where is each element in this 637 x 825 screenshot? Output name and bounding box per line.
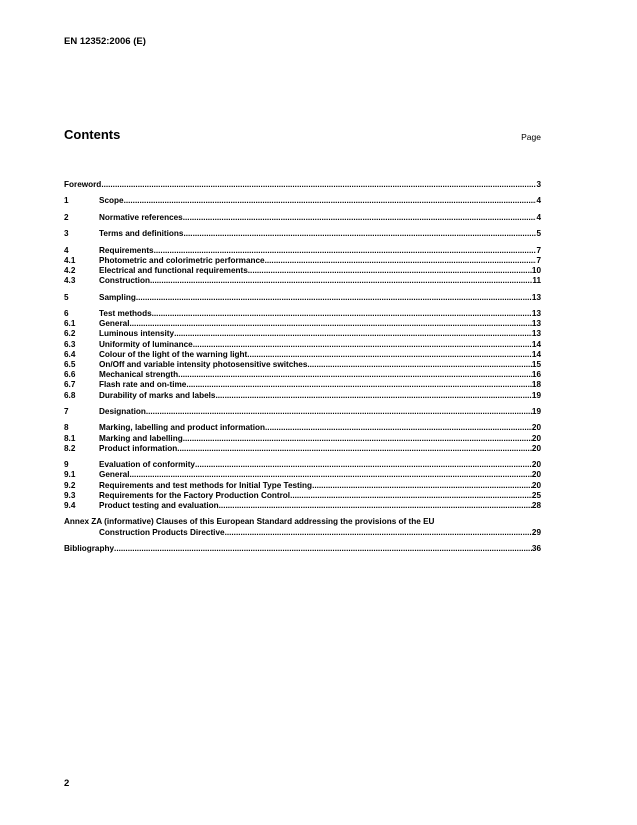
toc-entry-number: 4 — [64, 245, 69, 255]
toc-entry-page: 7 — [536, 245, 541, 255]
dot-leader — [177, 444, 532, 454]
toc-entry-title: Scope — [99, 196, 124, 206]
toc-entry-page: 13 — [531, 329, 541, 339]
dot-leader — [247, 350, 532, 360]
toc-entry-page: 4 — [536, 196, 541, 206]
toc-entry-number: 9.2 — [64, 480, 76, 490]
dot-leader — [195, 460, 532, 470]
dot-leader — [152, 309, 532, 319]
toc-entry-title: General — [99, 470, 130, 480]
dot-leader — [114, 544, 532, 554]
dot-leader — [183, 213, 537, 223]
toc-entry-page: 20 — [531, 480, 541, 490]
toc-entry[interactable] — [64, 380, 541, 390]
toc-entry[interactable] — [64, 370, 541, 380]
toc-entry-title: Foreword — [64, 180, 102, 189]
toc-entry-foreword[interactable] — [64, 180, 541, 190]
toc-entry-title: Marking and labelling — [99, 433, 183, 443]
toc-entry[interactable] — [64, 340, 541, 350]
dot-leader — [130, 319, 532, 329]
toc-entry-page: 3 — [536, 180, 541, 189]
dot-leader — [183, 229, 536, 239]
toc-entry-page: 20 — [531, 460, 541, 470]
toc-entry[interactable] — [64, 407, 541, 417]
dot-leader — [225, 528, 532, 538]
document-id: EN 12352:2006 (E) — [64, 36, 146, 47]
dot-leader — [178, 370, 532, 380]
toc-entry-title: On/Off and variable intensity photosensitive switches — [99, 359, 308, 369]
toc-entry[interactable] — [64, 501, 541, 511]
toc-entry[interactable] — [64, 481, 541, 491]
page-column-label: Page — [521, 132, 541, 142]
toc-entry-page: 16 — [531, 370, 541, 380]
toc-entry[interactable] — [64, 266, 541, 276]
toc-entry-title: Terms and definitions — [99, 229, 184, 239]
toc-entry[interactable] — [64, 229, 541, 239]
dot-leader — [219, 501, 532, 511]
toc-entry-bibliography[interactable] — [64, 544, 541, 554]
dot-leader — [265, 256, 537, 266]
toc-entry-number: 4.1 — [64, 255, 76, 265]
toc-entry[interactable] — [64, 444, 541, 454]
toc-entry-page: 14 — [531, 349, 541, 359]
toc-entry[interactable] — [64, 246, 541, 256]
toc-entry-page: 13 — [531, 292, 541, 302]
toc-entry-title: Construction — [99, 276, 150, 286]
toc-entry-page: 19 — [531, 390, 541, 400]
toc-entry[interactable] — [64, 391, 541, 401]
toc-entry-page: 20 — [531, 433, 541, 443]
toc-entry-page: 13 — [531, 308, 541, 318]
toc-entry-page: 13 — [531, 319, 541, 329]
toc-entry-title: Photometric and colorimetric performance — [99, 255, 265, 265]
toc-entry[interactable] — [64, 319, 541, 329]
toc-entry-title: Normative references — [99, 212, 183, 222]
toc-entry[interactable] — [64, 329, 541, 339]
toc-entry-number: 5 — [64, 292, 69, 302]
toc-entry-number: 9.1 — [64, 470, 76, 480]
toc-entry-number: 6.2 — [64, 329, 76, 339]
toc-entry-title: Durability of marks and labels — [99, 390, 216, 400]
toc-entry-number: 4.2 — [64, 265, 76, 275]
toc-entry-number: 8.1 — [64, 433, 76, 443]
toc-entry-title: Product testing and evaluation — [99, 500, 219, 510]
annex-title-line2: Construction Products Directive — [99, 527, 225, 537]
toc-entry-number: 1 — [64, 196, 69, 206]
toc-entry-page: 11 — [532, 276, 541, 286]
dot-leader — [312, 481, 532, 491]
toc-entry-number: 4.3 — [64, 276, 76, 286]
dot-leader — [186, 380, 532, 390]
toc-entry[interactable] — [64, 293, 541, 303]
toc-entry-title: Requirements for the Factory Production Control — [99, 490, 291, 500]
toc-entry-page: 14 — [531, 339, 541, 349]
dot-leader — [215, 391, 531, 401]
dot-leader — [248, 266, 532, 276]
toc-entry-title: Uniformity of luminance — [99, 339, 193, 349]
toc-entry-number: 9.3 — [64, 490, 76, 500]
toc-entry-title: Colour of the light of the warning light — [99, 349, 248, 359]
toc-entry-number: 6.6 — [64, 370, 76, 380]
toc-entry-title: Electrical and functional requirements — [99, 265, 248, 275]
toc-entry[interactable] — [64, 460, 541, 470]
dot-leader — [124, 196, 537, 206]
toc-entry[interactable] — [64, 434, 541, 444]
toc-entry-title: Requirements and test methods for Initial Type Testing — [99, 480, 313, 490]
toc-entry[interactable] — [64, 491, 541, 501]
toc-entry-title: Flash rate and on-time — [99, 380, 187, 390]
toc-entry[interactable] — [64, 309, 541, 319]
toc-entry-title: Designation — [99, 406, 146, 416]
toc-entry-number: 9 — [64, 460, 69, 470]
toc-entry-page: 28 — [531, 500, 541, 510]
toc-entry-number: 6.8 — [64, 390, 76, 400]
toc-entry-title: Luminous intensity — [99, 329, 175, 339]
toc-entry-page: 20 — [531, 470, 541, 480]
dot-leader — [101, 180, 536, 190]
toc-entry-page: 7 — [536, 255, 541, 265]
annex-title-line1: Annex ZA (informative) Clauses of this European Standard addressing the provisions of the EU — [64, 517, 435, 527]
toc-entry-page: 4 — [536, 212, 541, 222]
toc-entry-page: 18 — [531, 380, 541, 390]
toc-entry-number: 6.7 — [64, 380, 76, 390]
toc-entry-number: 3 — [64, 229, 69, 239]
toc-entry[interactable] — [64, 196, 541, 206]
toc-entry-number: 6 — [64, 308, 69, 318]
dot-leader — [136, 293, 532, 303]
toc-entry[interactable] — [64, 276, 541, 286]
table-of-contents — [64, 180, 541, 554]
toc-entry-title: Marking, labelling and product information — [99, 423, 266, 433]
toc-entry[interactable] — [64, 213, 541, 223]
toc-entry-title: Bibliography — [64, 543, 115, 553]
dot-leader — [146, 407, 532, 417]
toc-entry-title: Evaluation of conformity — [99, 460, 195, 470]
toc-entry-page: 20 — [531, 443, 541, 453]
toc-entry-title: Requirements — [99, 245, 154, 255]
toc-entry-annex[interactable] — [64, 517, 541, 537]
toc-entry-number: 8 — [64, 423, 69, 433]
toc-entry-page: 25 — [531, 490, 541, 500]
toc-entry[interactable] — [64, 360, 541, 370]
toc-entry-number: 7 — [64, 406, 69, 416]
toc-entry-number: 8.2 — [64, 443, 76, 453]
toc-entry[interactable] — [64, 470, 541, 480]
dot-leader — [183, 434, 532, 444]
dot-leader — [130, 470, 532, 480]
dot-leader — [154, 246, 537, 256]
page-number: 2 — [64, 778, 70, 789]
toc-entry-page: 19 — [531, 406, 541, 416]
dot-leader — [307, 360, 532, 370]
toc-entry-number: 6.5 — [64, 359, 76, 369]
dot-leader — [290, 491, 532, 501]
toc-entry-title: Mechanical strength — [99, 370, 179, 380]
dot-leader — [265, 423, 532, 433]
toc-entry-number: 6.4 — [64, 349, 76, 359]
toc-entry-page: 20 — [531, 423, 541, 433]
toc-entry-page: 29 — [531, 527, 541, 537]
toc-entry[interactable] — [64, 350, 541, 360]
toc-entry-title: Sampling — [99, 292, 136, 302]
dot-leader — [193, 340, 532, 350]
toc-entry-title: General — [99, 319, 130, 329]
toc-entry-page: 36 — [531, 543, 541, 553]
toc-entry-page: 15 — [531, 359, 541, 369]
toc-entry-number: 9.4 — [64, 500, 76, 510]
page-title: Contents — [64, 127, 121, 142]
toc-entry-number: 2 — [64, 212, 69, 222]
toc-entry[interactable] — [64, 256, 541, 266]
dot-leader — [174, 329, 532, 339]
toc-entry-number: 6.1 — [64, 319, 76, 329]
toc-entry-number: 6.3 — [64, 339, 76, 349]
toc-entry-title: Test methods — [99, 308, 152, 318]
toc-entry-title: Product information — [99, 443, 178, 453]
toc-entry-page: 5 — [536, 229, 541, 239]
toc-entry-page: 10 — [531, 265, 541, 275]
dot-leader — [150, 276, 532, 286]
toc-entry[interactable] — [64, 423, 541, 433]
